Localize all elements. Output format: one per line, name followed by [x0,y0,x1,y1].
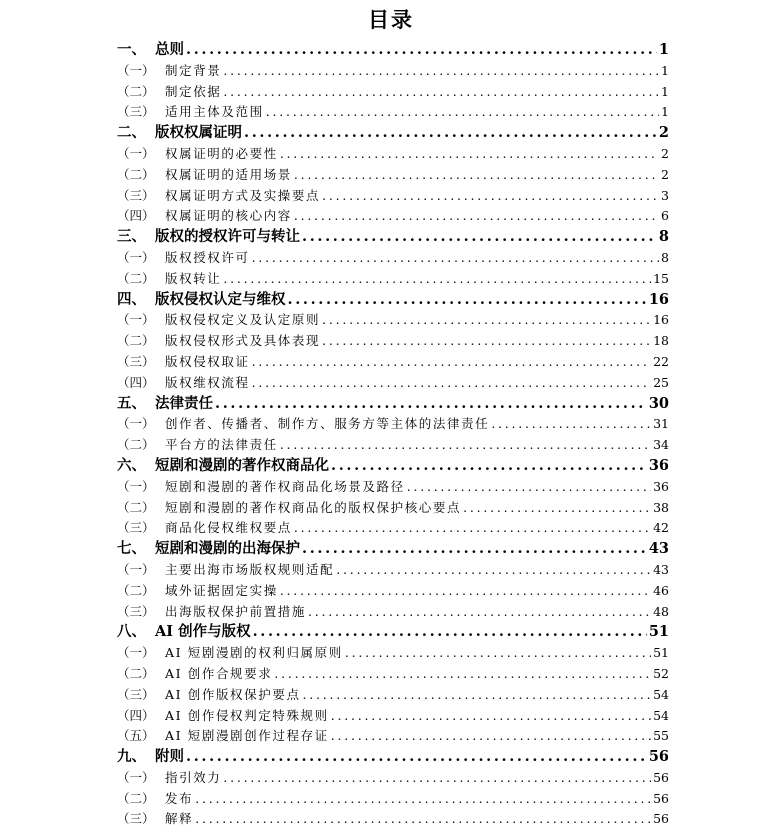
toc-subsection-row[interactable] [117,685,669,706]
subsection-title: 主要出海市场版权规则适配 [165,561,335,577]
subsection-title: 版权转让 [165,270,222,286]
subsection-number: （四） [117,707,155,723]
subsection-number: （一） [117,769,155,785]
subsection-number: （二） [117,270,155,286]
toc-subsection-row[interactable] [117,331,669,352]
subsection-title: AI 创作合规要求 [165,665,273,681]
subsection-number: （四） [117,374,155,390]
subsection-number: （一） [117,645,155,661]
dot-leader [308,602,651,623]
dot-leader [331,456,647,477]
subsection-title: 短剧和漫剧的著作权商品化的版权保护核心要点 [165,499,462,515]
page-number: 43 [653,561,669,577]
dot-leader [223,269,651,290]
section-title: 法律责任 [155,394,213,412]
page-number: 8 [661,249,669,265]
dot-leader [331,726,651,747]
section-title: 版权侵权认定与维权 [155,290,286,308]
subsection-number: （一） [117,561,155,577]
subsection-number: （二） [117,665,155,681]
subsection-title: AI 创作版权保护要点 [165,686,301,702]
page-number: 2 [661,145,669,161]
toc-subsection-row[interactable] [117,602,669,623]
toc-subsection-row[interactable] [117,477,669,498]
toc-subsection-row[interactable] [117,144,669,165]
page-number: 51 [653,645,669,661]
dot-leader [288,290,647,311]
dot-leader [280,581,651,602]
toc-subsection-row[interactable] [117,560,669,581]
dot-leader [223,61,659,82]
dot-leader [294,165,659,186]
toc-subsection-row[interactable] [117,706,669,727]
toc-subsection-row[interactable] [117,373,669,394]
table-of-contents [117,40,669,830]
subsection-number: （一） [117,145,155,161]
subsection-number: （三） [117,520,155,536]
section-title: 附则 [155,748,184,766]
section-number: 四、 [117,290,146,308]
subsection-number: （三） [117,104,155,120]
subsection-number: （一） [117,416,155,432]
page-number: 1 [661,83,669,99]
toc-section-row[interactable] [117,747,669,768]
dot-leader [223,768,651,789]
subsection-number: （五） [117,728,155,744]
page-number: 42 [653,520,669,536]
subsection-title: 制定依据 [165,83,222,99]
toc-subsection-row[interactable] [117,664,669,685]
dot-leader [407,477,651,498]
toc-subsection-row[interactable] [117,789,669,810]
section-title: 总则 [155,41,184,58]
subsection-title: 出海版权保护前置措施 [165,603,307,619]
dot-leader [253,622,647,643]
subsection-title: 平台方的法律责任 [165,437,278,453]
subsection-title: 版权授权许可 [165,249,250,265]
subsection-title: 指引效力 [165,769,222,785]
dot-leader [336,560,651,581]
subsection-title: 版权维权流程 [165,374,250,390]
toc-subsection-row[interactable] [117,165,669,186]
subsection-title: 权属证明的核心内容 [165,208,292,224]
page-number: 54 [653,686,669,702]
dot-leader [280,144,659,165]
page-number: 38 [653,499,669,515]
page-number: 1 [661,104,669,120]
page-number: 36 [648,456,669,474]
dot-leader [252,373,651,394]
toc-subsection-row[interactable] [117,310,669,331]
dot-leader [186,40,657,61]
page-number: 54 [653,707,669,723]
toc-subsection-row[interactable] [117,206,669,227]
subsection-number: （三） [117,353,155,369]
subsection-number: （三） [117,187,155,203]
page-number: 56 [653,811,669,827]
section-number: 二、 [117,124,146,142]
page-number: 15 [653,270,669,286]
subsection-title: 版权侵权定义及认定原则 [165,312,321,328]
section-title: 短剧和漫剧的著作权商品化 [155,456,329,474]
toc-subsection-row[interactable] [117,768,669,789]
subsection-title: 域外证据固定实操 [165,582,278,598]
dot-leader [294,518,651,539]
dot-leader [463,498,651,519]
section-number: 九、 [117,748,146,766]
page-number: 56 [648,748,669,766]
page-number: 1 [661,62,669,78]
toc-title: 目录 [368,7,414,32]
subsection-number: （一） [117,62,155,78]
subsection-title: 短剧和漫剧的著作权商品化场景及路径 [165,478,405,494]
page-number: 52 [653,665,669,681]
toc-subsection-row[interactable] [117,82,669,103]
page-number: 2 [658,124,669,142]
subsection-number: （二） [117,790,155,806]
subsection-title: 发布 [165,790,194,806]
subsection-number: （二） [117,582,155,598]
toc-subsection-row[interactable] [117,435,669,456]
dot-leader [302,539,647,560]
toc-subsection-row[interactable] [117,61,669,82]
page-number: 16 [648,290,669,308]
subsection-title: 版权侵权取证 [165,353,250,369]
subsection-title: 创作者、传播者、制作方、服务方等主体的法律责任 [165,416,490,432]
toc-section-row[interactable] [117,40,669,61]
toc-subsection-row[interactable] [117,352,669,373]
subsection-number: （二） [117,499,155,515]
subsection-title: 版权侵权形式及具体表现 [165,333,321,349]
toc-section-row[interactable] [117,539,669,560]
page-number: 56 [653,769,669,785]
toc-section-row[interactable] [117,394,669,415]
subsection-number: （二） [117,333,155,349]
page-number: 48 [653,603,669,619]
subsection-number: （二） [117,83,155,99]
dot-leader [195,809,651,830]
dot-leader [252,248,659,269]
toc-subsection-row[interactable] [117,414,669,435]
subsection-number: （三） [117,811,155,827]
dot-leader [244,123,657,144]
dot-leader [322,186,659,207]
dot-leader [280,435,651,456]
dot-leader [215,394,647,415]
section-number: 六、 [117,456,146,474]
dot-leader [195,789,651,810]
dot-leader [266,102,659,123]
page-number: 1 [658,41,669,58]
subsection-number: （二） [117,437,155,453]
page-number: 30 [648,394,669,412]
subsection-title: 解释 [165,811,194,827]
section-title: AI 创作与版权 [155,623,251,641]
page-number: 55 [653,728,669,744]
subsection-number: （四） [117,208,155,224]
subsection-title: 权属证明的必要性 [165,145,278,161]
toc-subsection-row[interactable] [117,581,669,602]
page-number: 6 [661,208,669,224]
page-number: 2 [661,166,669,182]
subsection-number: （三） [117,603,155,619]
toc-section-row[interactable] [117,622,669,643]
page-number: 8 [658,228,669,246]
toc-subsection-row[interactable] [117,102,669,123]
dot-leader [223,82,659,103]
dot-leader [186,747,647,768]
subsection-number: （一） [117,249,155,265]
toc-subsection-row[interactable] [117,248,669,269]
page-number: 3 [661,187,669,203]
toc-subsection-row[interactable] [117,269,669,290]
dot-leader [322,331,651,352]
subsection-title: 适用主体及范围 [165,104,264,120]
subsection-title: 制定背景 [165,62,222,78]
toc-subsection-row[interactable] [117,643,669,664]
toc-subsection-row[interactable] [117,726,669,747]
toc-section-row[interactable] [117,123,669,144]
page-number: 43 [648,540,669,558]
subsection-title: 权属证明方式及实操要点 [165,187,321,203]
page-number: 18 [653,333,669,349]
dot-leader [302,227,657,248]
toc-section-row[interactable] [117,227,669,248]
toc-subsection-row[interactable] [117,498,669,519]
subsection-title: AI 创作侵权判定特殊规则 [165,707,329,723]
toc-subsection-row[interactable] [117,809,669,830]
page-number: 31 [653,416,669,432]
toc-section-row[interactable] [117,290,669,311]
page-number: 22 [653,353,669,369]
dot-leader [345,643,651,664]
dot-leader [322,310,651,331]
subsection-number: （二） [117,166,155,182]
dot-leader [303,685,652,706]
section-title: 版权权属证明 [155,124,242,142]
page-number: 16 [653,312,669,328]
toc-subsection-row[interactable] [117,186,669,207]
subsection-number: （三） [117,686,155,702]
page-number: 51 [648,623,669,641]
dot-leader [294,206,659,227]
dot-leader [331,706,651,727]
subsection-title: AI 短剧漫剧创作过程存证 [165,728,329,744]
subsection-title: AI 短剧漫剧的权利归属原则 [165,645,343,661]
page-number: 46 [653,582,669,598]
section-number: 七、 [117,540,146,558]
subsection-title: 权属证明的适用场景 [165,166,292,182]
page-number: 25 [653,374,669,390]
section-number: 五、 [117,394,146,412]
section-number: 八、 [117,623,146,641]
dot-leader [491,414,651,435]
section-number: 一、 [117,41,146,58]
dot-leader [274,664,651,685]
section-number: 三、 [117,228,146,246]
page-number: 34 [653,437,669,453]
toc-section-row[interactable] [117,456,669,477]
section-title: 短剧和漫剧的出海保护 [155,540,300,558]
dot-leader [252,352,651,373]
page-number: 36 [653,478,669,494]
section-title: 版权的授权许可与转让 [155,228,300,246]
page-number: 56 [653,790,669,806]
subsection-number: （一） [117,312,155,328]
subsection-title: 商品化侵权维权要点 [165,520,292,536]
toc-subsection-row[interactable] [117,518,669,539]
subsection-number: （一） [117,478,155,494]
